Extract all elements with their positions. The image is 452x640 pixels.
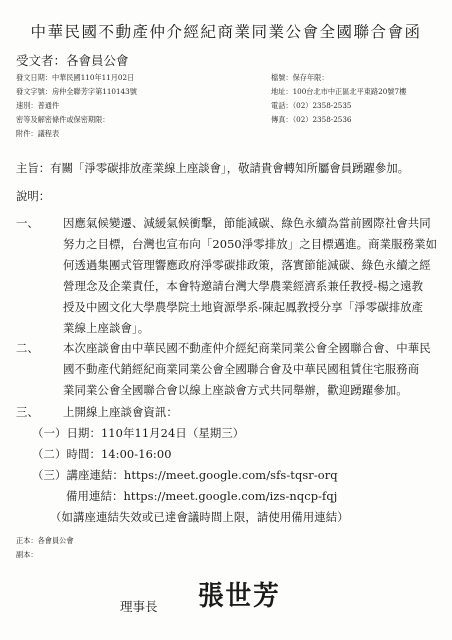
item-2-line: 本次座談會由中華民國不動產仲介經紀商業同業公會全國聯合會、中華民	[63, 341, 431, 355]
recipient-line: 受文者：各會員公會	[16, 53, 129, 68]
subject-line: 主旨：有關「淨零碳排放產業線上座談會」，敬請貴會轉知所屬會員踴躍參加。	[16, 161, 409, 175]
item-2-line: 業同業公會全國聯合會以線上座談會方式共同舉辦，歡迎踴躍參加。	[63, 383, 408, 397]
item-1-line: 何透過集團式管理響應政府淨零碳排政策，落實節能減碳、綠色永續之經	[63, 258, 431, 272]
item-number-1: 一、	[16, 216, 39, 230]
item-1-line: 努力之目標，台灣也宣布向「2050淨零排放」之目標邁進。商業服務業如	[63, 237, 438, 251]
file-number: 檔號：保存年限：	[271, 73, 329, 82]
event-time: （二）時間：14:00-16:00	[32, 447, 172, 461]
explanation-label: 說明：	[16, 189, 51, 203]
attachment: 附件：議程表	[16, 129, 60, 138]
security-level: 密等及解密條件或保密期限：	[16, 115, 110, 124]
priority: 速別：普通件	[16, 101, 60, 110]
issue-date: 發文日期：中華民國110年11月02日	[16, 73, 135, 82]
item-1-line: 營理念及企業責任，本會特邀請台灣大學農業經濟系兼任教授-楊之遠教	[63, 279, 424, 293]
signature-title: 理事長	[120, 599, 158, 614]
item-1-line: 業線上座談會」。	[63, 321, 150, 335]
cc-original: 正本：各會員公會	[16, 536, 74, 545]
event-date: （一）日期：110年11月24日（星期三）	[32, 426, 245, 440]
item-1-line: 授及中國文化大學農學院土地資源學系-陳起鳳教授分享「淨零碳排放產	[63, 300, 424, 314]
phone: 電話：（02）2358-2535	[271, 101, 352, 110]
item-1-line: 因應氣候變遷、減緩氣候衝擊，節能減碳、綠色永續為當前國際社會共同	[63, 216, 431, 230]
link-note: （如講座連結失效或已達會議時間上限，請使用備用連結）	[50, 510, 349, 524]
fax: 傳真：（02）2358-2536	[271, 115, 352, 124]
signature-name: 張世芳	[198, 581, 281, 612]
document-number: 發文字號：房仲全聯芳字第110143號	[16, 87, 137, 96]
cc-copy: 副本：	[16, 550, 38, 559]
address: 地址：100台北市中正區北平東路20號7樓	[271, 87, 407, 96]
meeting-link[interactable]: （三）講座連結：https://meet.google.com/sfs-tqsr-orq	[32, 468, 338, 482]
backup-link[interactable]: 備用連結：https://meet.google.com/izs-nqcp-fqj	[66, 489, 338, 503]
item-number-2: 二、	[16, 341, 39, 355]
item-2-line: 國不動產代銷經紀商業同業公會全國聯合會及中華民國租賃住宅服務商	[63, 362, 420, 376]
item-number-3: 三、	[16, 405, 39, 419]
item-3-line: 上開線上座談會資訊：	[63, 405, 178, 419]
organization-title: 中華民國不動產仲介經紀商業同業公會全國聯合會函	[30, 23, 422, 41]
